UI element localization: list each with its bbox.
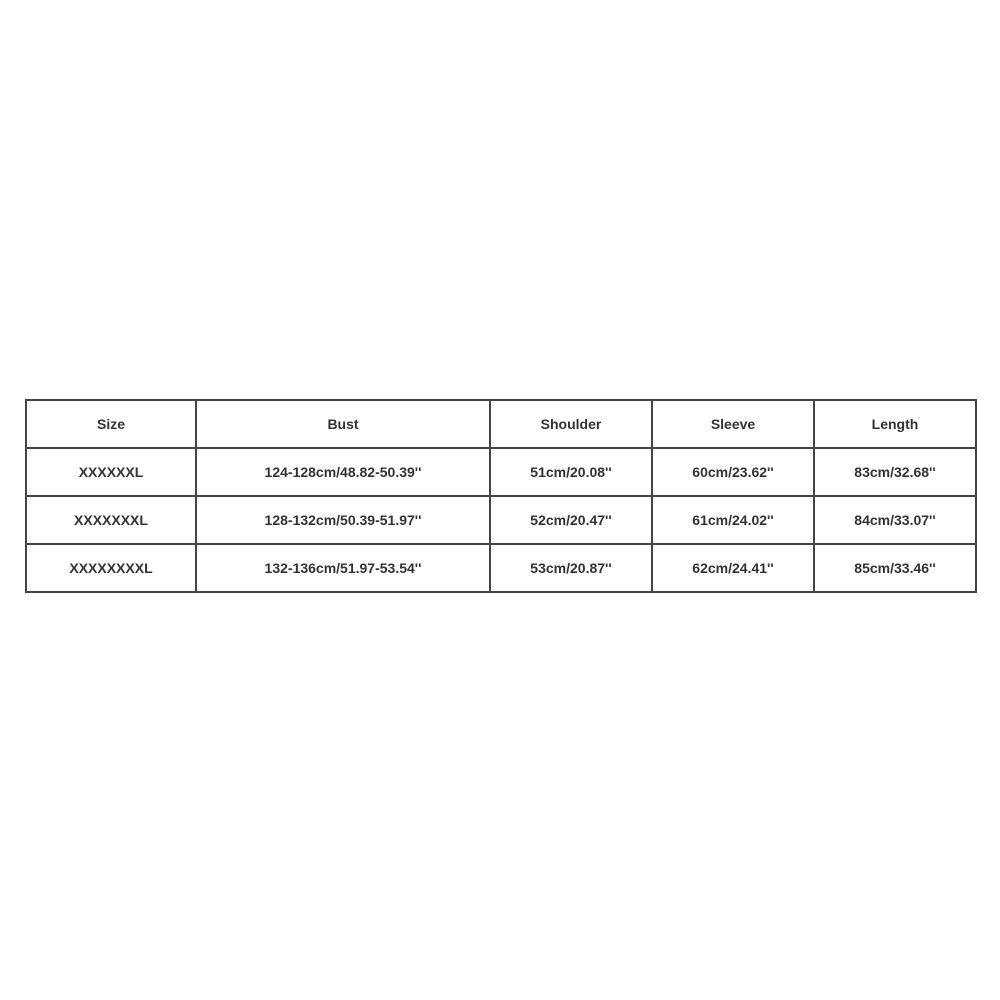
table-row [26, 544, 976, 592]
header-length: Length [814, 400, 976, 448]
cell-bust: 128-132cm/50.39-51.97'' [196, 496, 490, 544]
cell-length: 85cm/33.46'' [814, 544, 976, 592]
cell-sleeve: 61cm/24.02'' [652, 496, 814, 544]
header-bust: Bust [196, 400, 490, 448]
cell-sleeve: 62cm/24.41'' [652, 544, 814, 592]
cell-length: 84cm/33.07'' [814, 496, 976, 544]
header-row [26, 400, 976, 448]
table-row [26, 496, 976, 544]
cell-size: XXXXXXXL [26, 496, 196, 544]
cell-bust: 132-136cm/51.97-53.54'' [196, 544, 490, 592]
table-row [26, 448, 976, 496]
size-chart-table [25, 399, 977, 593]
header-sleeve: Sleeve [652, 400, 814, 448]
cell-bust: 124-128cm/48.82-50.39'' [196, 448, 490, 496]
cell-shoulder: 51cm/20.08'' [490, 448, 652, 496]
header-shoulder: Shoulder [490, 400, 652, 448]
header-size: Size [26, 400, 196, 448]
cell-size: XXXXXXXXL [26, 544, 196, 592]
cell-shoulder: 53cm/20.87'' [490, 544, 652, 592]
cell-size: XXXXXXL [26, 448, 196, 496]
cell-length: 83cm/32.68'' [814, 448, 976, 496]
cell-sleeve: 60cm/23.62'' [652, 448, 814, 496]
cell-shoulder: 52cm/20.47'' [490, 496, 652, 544]
